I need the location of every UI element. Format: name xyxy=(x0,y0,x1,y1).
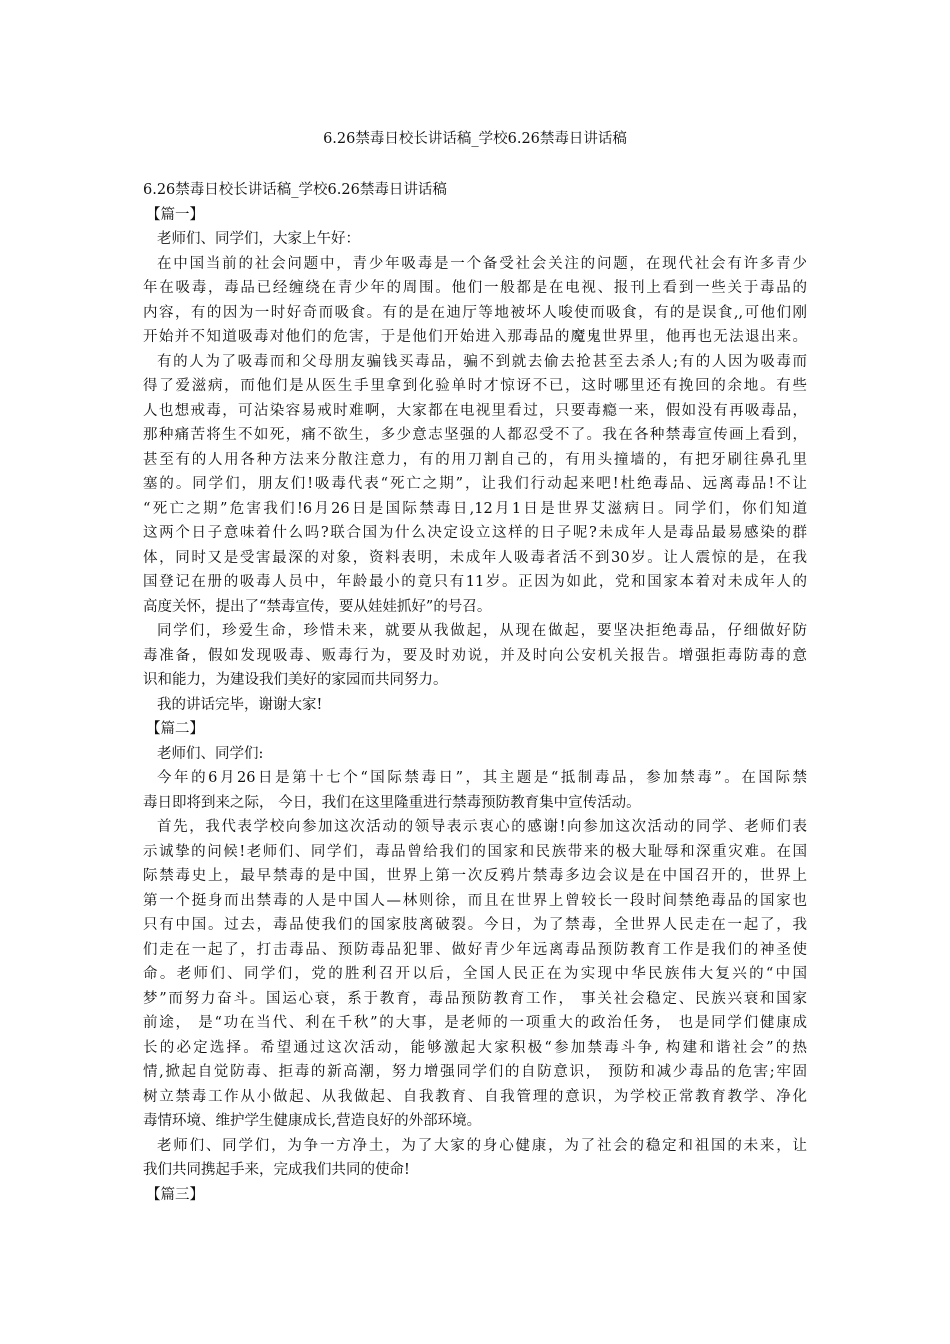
text-line: 情,掀起自觉防毒、拒毒的新高潮，努力增强同学们的自防意识， 预防和减少毒品的危害;牢固 xyxy=(143,1064,807,1080)
text-line: 得了爱滋病，而他们是从医生手里拿到化验单时才惊讶不已，这时哪里还有挽回的余地。有些 xyxy=(143,378,807,394)
text-line: 长的必定选择。希望通过这次活动，能够激起大家积极“参加禁毒斗争, 构建和谐社会”的热 xyxy=(143,1039,807,1056)
text-line: 年在吸毒，毒品已经缠绕在青少年的周围。他们一般都是在电视、报刊上看到一些关于毒品的 xyxy=(143,280,807,296)
text-line: 老师们、同学们，大家上午好： xyxy=(157,231,360,247)
text-line: 这两个日子意味着什么吗?联合国为什么决定设立这样的日子呢?未成年人是毒品最易感染的群 xyxy=(143,525,807,541)
document-body xyxy=(143,178,807,1207)
text-line: “死亡之期”危害我们!6月26日是国际禁毒日,12月1日是世界艾滋病日。同学们，你们知道 xyxy=(143,500,807,517)
text-line: 【篇一】 xyxy=(146,206,204,223)
text-line: 首先，我代表学校向参加这次活动的领导表示衷心的感谢!向参加这次活动的同学、老师们表 xyxy=(157,819,807,835)
text-line: 前途， 是“功在当代、利在千秋”的大事，是老师的一项重大的政治任务， 也是同学们健康成 xyxy=(143,1015,807,1031)
text-line: 在中国当前的社会问题中，青少年吸毒是一个备受社会关注的问题，在现代社会有许多青少 xyxy=(157,255,807,272)
text-line: 6.26禁毒日校长讲话稿_学校6.26禁毒日讲话稿 xyxy=(143,182,447,198)
text-line: 只有中国。过去，毒品使我们的国家肢离破裂。今日，为了禁毒，全世界人民走在一起了，我 xyxy=(143,917,807,933)
text-line: 那种痛苦将生不如死，痛不欲生，多少意志坚强的人都忍受不了。我在各种禁毒宣传画上看到， xyxy=(143,427,807,443)
text-line: 们走在一起了，打击毒品、预防毒品犯罪、做好青少年远离毒品预防教育工作是我们的神圣使 xyxy=(143,941,807,958)
text-line: 我的讲话完毕，谢谢大家! xyxy=(157,696,323,713)
text-line: 体，同时又是受害最深的对象，资料表明，未成年人吸毒者活不到30岁。让人震惊的是，在我 xyxy=(143,549,807,566)
document-title: 6.26禁毒日校长讲话稿_学校6.26禁毒日讲话稿 xyxy=(323,131,627,147)
text-line: 梦”而努力奋斗。国运心衰，系于教育，毒品预防教育工作， 事关社会稳定、民族兴衰和国家 xyxy=(143,990,807,1007)
text-line: 同学们，珍爱生命，珍惜未来，就要从我做起，从现在做起，要坚决拒绝毒品，仔细做好防 xyxy=(157,623,807,639)
text-line: 老师们、同学们: xyxy=(157,745,264,762)
text-line: 毒准备，假如发现吸毒、贩毒行为，要及时劝说，并及时向公安机关报告。增强拒毒防毒的意 xyxy=(143,647,807,664)
text-line: 人也想戒毒，可沾染容易戒时难啊，大家都在电视里看过，只要毒瘾一来，假如没有再吸毒品， xyxy=(143,402,807,419)
text-line: 甚至有的人用各种方法来分散注意力，有的用刀割自己的，有用头撞墙的，有把牙刷往鼻孔里 xyxy=(143,451,807,468)
text-line: 第一个挺身而出禁毒的人是中国人—林则徐，而且在世界上曾较长一段时间禁绝毒品的国家也 xyxy=(143,892,807,909)
text-line: 有的人为了吸毒而和父母朋友骗钱买毒品，骗不到就去偷去抢甚至去杀人;有的人因为吸毒而 xyxy=(157,353,807,370)
text-line: 毒日即将到来之际， 今日，我们在这里隆重进行禁毒预防教育集中宣传活动。 xyxy=(143,794,641,811)
text-line: 老师们、同学们，为争一方净土，为了大家的身心健康，为了社会的稳定和祖国的未来，让 xyxy=(157,1137,807,1154)
text-line: 塞的。同学们，朋友们!吸毒代表“死亡之期”，让我们行动起来吧!杜绝毒品、远离毒品!不让 xyxy=(143,476,807,492)
text-line: 毒情环境、维护学生健康成长,营造良好的外部环境。 xyxy=(143,1113,482,1129)
text-line: 命。老师们、同学们，党的胜利召开以后，全国人民正在为实现中华民族伟大复兴的“中国 xyxy=(143,966,807,982)
text-line: 内容，有的因为一时好奇而吸食。有的是在迪厅等地被坏人唆使而吸食，有的是误食,,可他们刚 xyxy=(143,304,807,321)
text-line: 国登记在册的吸毒人员中，年龄最小的竟只有11岁。正因为如此，党和国家本着对未成年人的 xyxy=(143,574,807,590)
text-line: 高度关怀，提出了“禁毒宣传，要从娃娃抓好”的号召。 xyxy=(143,598,492,615)
text-line: 今年的6月26日是第十七个“国际禁毒日”，其主题是“抵制毒品，参加禁毒”。在国际禁 xyxy=(157,770,807,786)
text-line: 【篇二】 xyxy=(146,721,204,737)
text-line: 示诚挚的问候!老师们、同学们，毒品曾给我们的国家和民族带来的极大耻辱和深重灾难。在国 xyxy=(143,843,807,860)
text-line: 开始并不知道吸毒对他们的危害，于是他们开始进入那毒品的魔鬼世界里，他再也无法退出来。 xyxy=(143,329,807,345)
text-line: 我们共同携起手来，完成我们共同的使命! xyxy=(143,1162,410,1178)
text-line: 际禁毒史上，最早禁毒的是中国，世界上第一次反鸦片禁毒多边会议是在中国召开的，世界上 xyxy=(143,868,807,884)
text-line: 【篇三】 xyxy=(146,1186,204,1203)
text-line: 识和能力，为建设我们美好的家园而共同努力。 xyxy=(143,672,448,688)
text-line: 树立禁毒工作从小做起、从我做起、自我教育、自我管理的意识，为学校正常教育教学、净化 xyxy=(143,1088,807,1105)
